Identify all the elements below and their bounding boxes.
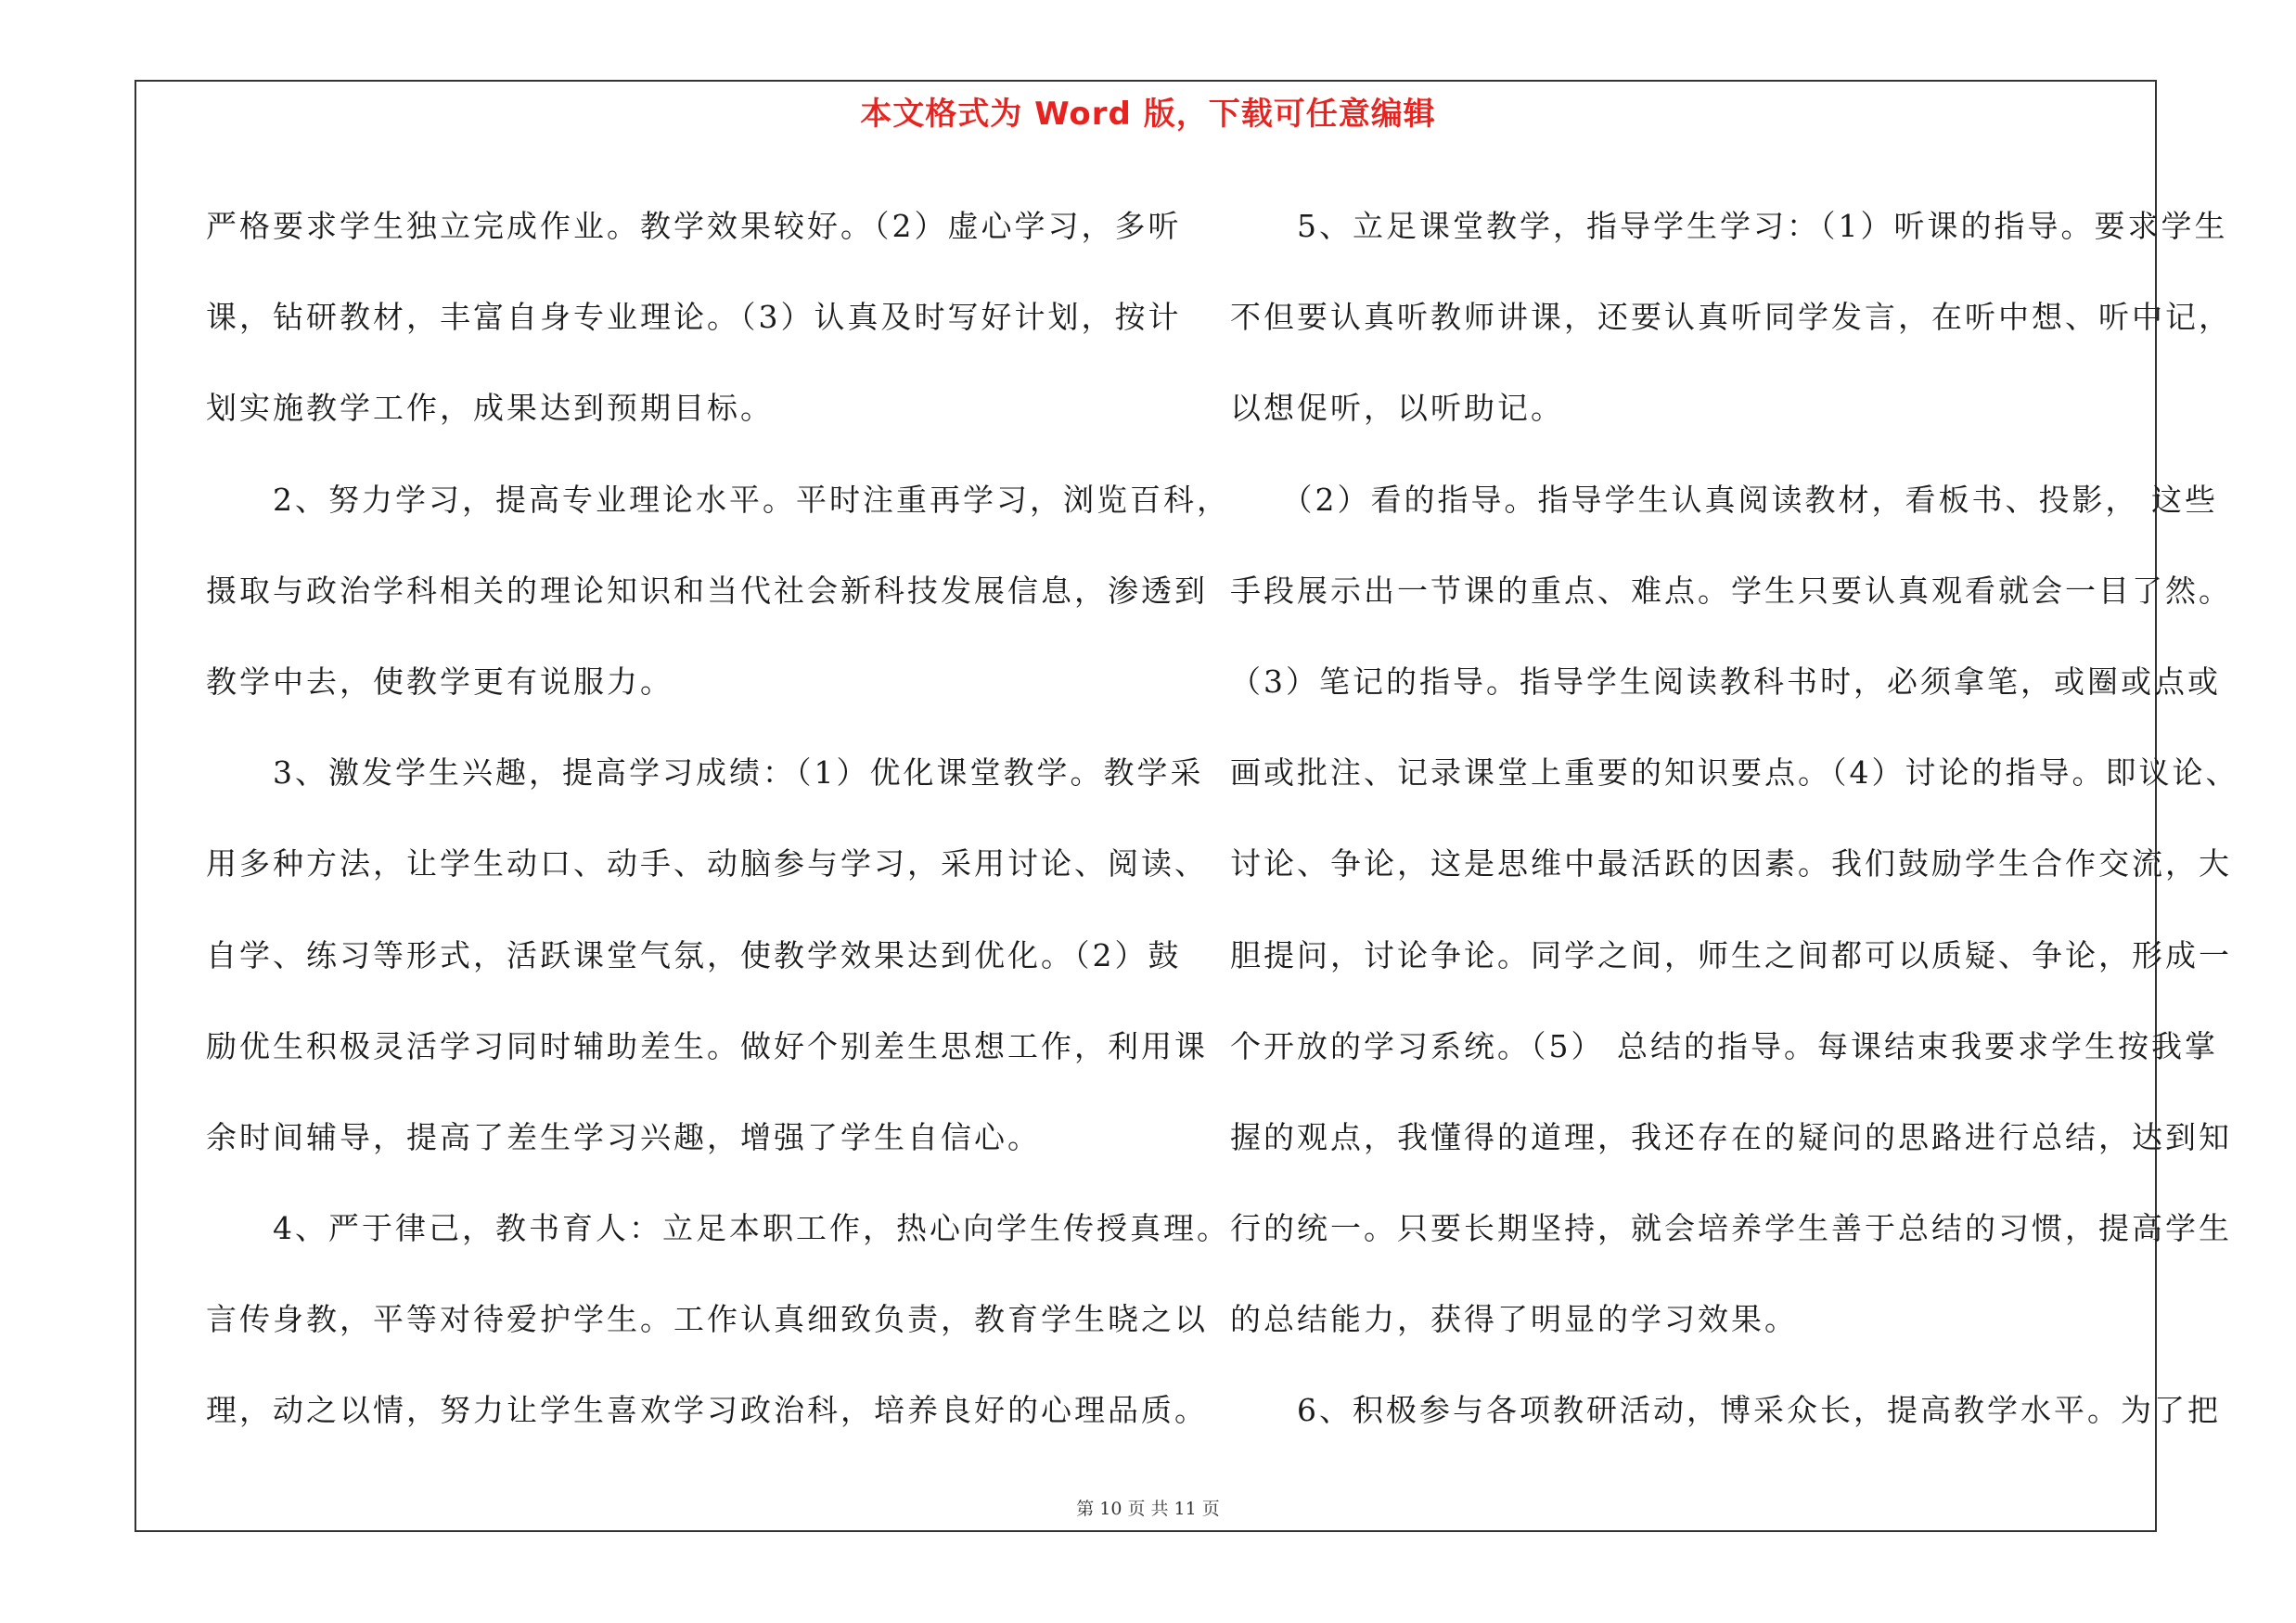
text-line: 行的统一。只要长期坚持，就会培养学生善于总结的习惯，提高学生 <box>1230 1210 2232 1247</box>
text-line: 的总结能力，获得了明显的学习效果。 <box>1230 1301 1798 1338</box>
text-line: 4、严于律己，教书育人：立足本职工作，热心向学生传授真理。 <box>206 1210 1230 1247</box>
text-line: 励优生积极灵活学习同时辅助差生。做好个别差生思想工作，利用课 <box>206 1027 1208 1064</box>
text-line: 个开放的学习系统。（5） 总结的指导。每课结束我要求学生按我掌 <box>1230 1027 2218 1064</box>
text-line: 以想促听，以听助记。 <box>1230 390 1564 427</box>
document-banner: 本文格式为 Word 版，下载可任意编辑 <box>860 96 1436 133</box>
text-line: （2）看的指导。指导学生认真阅读教材，看板书、投影， 这些 <box>1230 481 2218 518</box>
page-number-footer: 第 10 页 共 11 页 <box>1076 1499 1220 1519</box>
text-line: 5、立足课堂教学，指导学生学习：（1）听课的指导。要求学生 <box>1230 208 2228 244</box>
text-line: 用多种方法，让学生动口、动手、动脑参与学习，采用讨论、阅读、 <box>206 845 1208 882</box>
text-line: 课，钻研教材，丰富自身专业理论。（3）认真及时写好计划，按计 <box>206 299 1182 336</box>
text-line: 3、激发学生兴趣，提高学习成绩：（1）优化课堂教学。教学采 <box>206 754 1204 792</box>
text-line: 握的观点，我懂得的道理，我还存在的疑问的思路进行总结，达到知 <box>1230 1118 2232 1155</box>
text-line: 不但要认真听教师讲课，还要认真听同学发言，在听中想、听中记， <box>1230 299 2232 336</box>
text-line: 2、努力学习，提高专业理论水平。平时注重再学习，浏览百科， <box>206 481 1230 518</box>
text-line: 画或批注、记录课堂上重要的知识要点。（4）讨论的指导。即议论、 <box>1230 754 2239 792</box>
left-text-column <box>206 181 1230 1457</box>
text-line: 教学中去，使教学更有说服力。 <box>206 663 673 700</box>
right-text-column <box>1230 181 2239 1457</box>
text-line: 理，动之以情，努力让学生喜欢学习政治科，培养良好的心理品质。 <box>206 1392 1208 1429</box>
text-line: 划实施教学工作，成果达到预期目标。 <box>206 390 774 427</box>
text-line: 严格要求学生独立完成作业。教学效果较好。（2）虚心学习，多听 <box>206 208 1182 244</box>
text-line: 自学、练习等形式，活跃课堂气氛，使教学效果达到优化。（2）鼓 <box>206 936 1182 973</box>
text-line: 胆提问，讨论争论。同学之间，师生之间都可以质疑、争论，形成一 <box>1230 936 2232 973</box>
text-line: （3）笔记的指导。指导学生阅读教科书时，必须拿笔，或圈或点或 <box>1230 663 2221 700</box>
text-line: 余时间辅导，提高了差生学习兴趣，增强了学生自信心。 <box>206 1118 1041 1155</box>
text-line: 6、积极参与各项教研活动，博采众长，提高教学水平。为了把 <box>1230 1392 2221 1429</box>
text-line: 摄取与政治学科相关的理论知识和当代社会新科技发展信息，渗透到 <box>206 572 1208 609</box>
text-line: 手段展示出一节课的重点、难点。学生只要认真观看就会一目了然。 <box>1230 572 2232 609</box>
text-line: 言传身教，平等对待爱护学生。工作认真细致负责，教育学生晓之以 <box>206 1301 1208 1338</box>
text-line: 讨论、争论，这是思维中最活跃的因素。我们鼓励学生合作交流，大 <box>1230 845 2232 882</box>
